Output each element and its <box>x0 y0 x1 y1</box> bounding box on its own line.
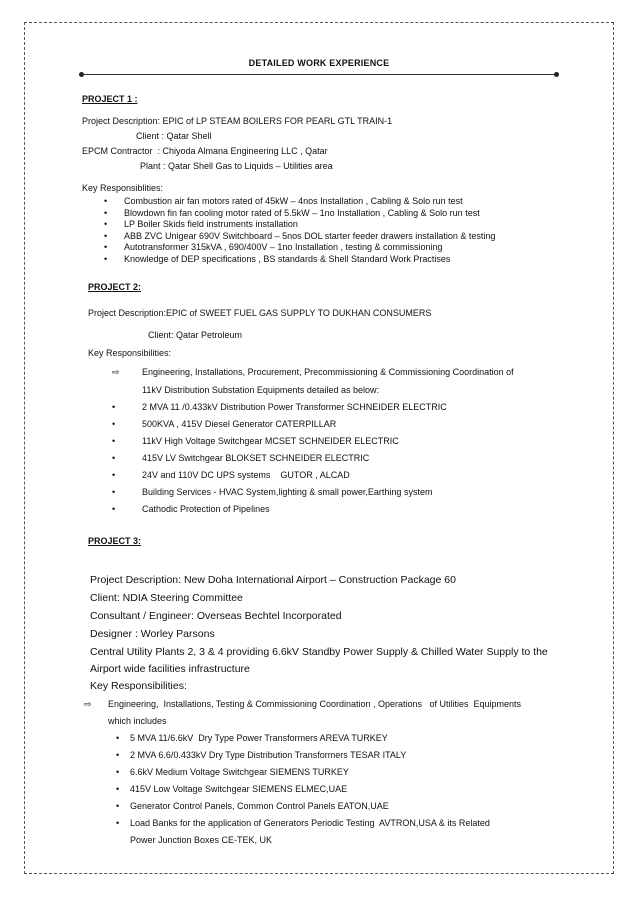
project-3-designer: Designer : Worley Parsons <box>90 628 215 640</box>
project-3-scope: Central Utility Plants 2, 3 & 4 providing 6.6kV Standby Power Supply & Chilled Water Supply to the <box>90 646 548 658</box>
list-item: • Blowdown fin fan cooling motor rated of 5.5kW – 1no Installation , Cabling & Solo run test <box>124 208 562 220</box>
list-item: 2 MVA 6.6/0.433kV Dry Type Distribution Transformers TESAR ITALY <box>130 750 407 760</box>
bullet-icon: • <box>112 402 116 412</box>
project-2-lead-cont: 11kV Distribution Substation Equipments detailed as below: <box>142 385 379 395</box>
project-3-scope-cont: Airport wide facilities infrastructure <box>90 663 250 675</box>
list-item: 5 MVA 11/6.6kV Dry Type Power Transformers AREVA TURKEY <box>130 733 388 743</box>
bullet-icon: • <box>116 784 120 794</box>
project-2-client: Client: Qatar Petroleum <box>148 330 243 340</box>
project-3-lead: Engineering, Installations, Testing & Commissioning Coordination , Operations of Utilities Equipments <box>108 699 522 709</box>
list-item: • ABB ZVC Unigear 690V Switchboard – 5nos DOL starter feeder drawers installation & testing <box>124 231 562 243</box>
bullet-icon: • <box>116 733 120 743</box>
list-item: 24V and 110V DC UPS systems GUTOR , ALCAD <box>142 470 350 480</box>
list-item: 415V LV Switchgear BLOKSET SCHNEIDER ELECTRIC <box>142 453 370 463</box>
list-item: 2 MVA 11 /0.433kV Distribution Power Transformer SCHNEIDER ELECTRIC <box>142 402 447 412</box>
project-1-description: Project Description: EPIC of LP STEAM BOILERS FOR PEARL GTL TRAIN-1 <box>82 116 393 126</box>
project-1-epcm: EPCM Contractor : Chiyoda Almana Engineering LLC , Qatar <box>82 146 328 156</box>
project-2-description: Project Description:EPIC of SWEET FUEL GAS SUPPLY TO DUKHAN CONSUMERS <box>88 308 432 318</box>
project-2-lead: Engineering, Installations, Procurement, Precommissioning & Commissioning Coordination of <box>142 367 514 377</box>
arrow-bullet-icon: ⇨ <box>112 367 120 377</box>
title-rule <box>82 74 556 75</box>
project-3-consultant: Consultant / Engineer: Overseas Bechtel Incorporated <box>90 610 342 622</box>
list-item: Load Banks for the application of Generators Periodic Testing AVTRON,USA & its Related <box>130 818 490 828</box>
project-1-resp-label: Key Responsiblities: <box>82 183 164 193</box>
list-item: • Combustion air fan motors rated of 45kW – 4nos Installation , Cabling & Solo run test <box>124 196 562 208</box>
project-3-resp-label: Key Responsibilities: <box>90 680 187 692</box>
list-item: 11kV High Voltage Switchgear MCSET SCHNEIDER ELECTRIC <box>142 436 399 446</box>
list-item: 500KVA , 415V Diesel Generator CATERPILLAR <box>142 419 337 429</box>
project-1-heading: PROJECT 1 : <box>82 94 138 104</box>
list-item: • Knowledge of DEP specifications , BS standards & Shell Standard Work Practises <box>124 254 562 266</box>
rule-end-dot <box>554 72 559 77</box>
section-title: DETAILED WORK EXPERIENCE <box>248 58 390 68</box>
bullet-icon: • <box>116 767 120 777</box>
bullet-icon: • <box>116 801 120 811</box>
list-item: • LP Boiler Skids field instruments installation <box>124 219 562 231</box>
project-1 <box>82 92 562 265</box>
bullet-icon: • <box>112 504 116 514</box>
project-3-heading: PROJECT 3: <box>88 536 142 546</box>
project-3-client: Client: NDIA Steering Committee <box>90 592 243 604</box>
bullet-icon: • <box>116 818 120 828</box>
list-item: Building Services - HVAC System,lighting & small power,Earthing system <box>142 487 433 497</box>
list-item: Generator Control Panels, Common Control Panels EATON,UAE <box>130 801 389 811</box>
bullet-icon: • <box>112 487 116 497</box>
project-2-resp-label: Key Responsibilities: <box>88 348 172 358</box>
arrow-bullet-icon: ⇨ <box>84 699 92 709</box>
bullet-icon: • <box>112 436 116 446</box>
list-item: 6.6kV Medium Voltage Switchgear SIEMENS TURKEY <box>130 767 349 777</box>
project-3-description: Project Description: New Doha International Airport – Construction Package 60 <box>90 574 456 586</box>
project-1-plant: Plant : Qatar Shell Gas to Liquids – Utilities area <box>140 161 333 171</box>
bullet-icon: • <box>116 750 120 760</box>
list-item: • Autotransformer 315kVA , 690/400V – 1no Installation , testing & commissioning <box>124 242 562 254</box>
bullet-icon: • <box>112 419 116 429</box>
project-2-heading: PROJECT 2: <box>88 282 142 292</box>
project-3-lead-cont: which includes <box>108 716 167 726</box>
bullet-icon: • <box>112 453 116 463</box>
list-item: Cathodic Protection of Pipelines <box>142 504 270 514</box>
bullet-icon: • <box>112 470 116 480</box>
project-1-list <box>82 196 562 265</box>
project-1-client: Client : Qatar Shell <box>136 131 212 141</box>
list-item-cont: Power Junction Boxes CE-TEK, UK <box>130 835 273 845</box>
list-item: 415V Low Voltage Switchgear SIEMENS ELMEC,UAE <box>130 784 348 794</box>
